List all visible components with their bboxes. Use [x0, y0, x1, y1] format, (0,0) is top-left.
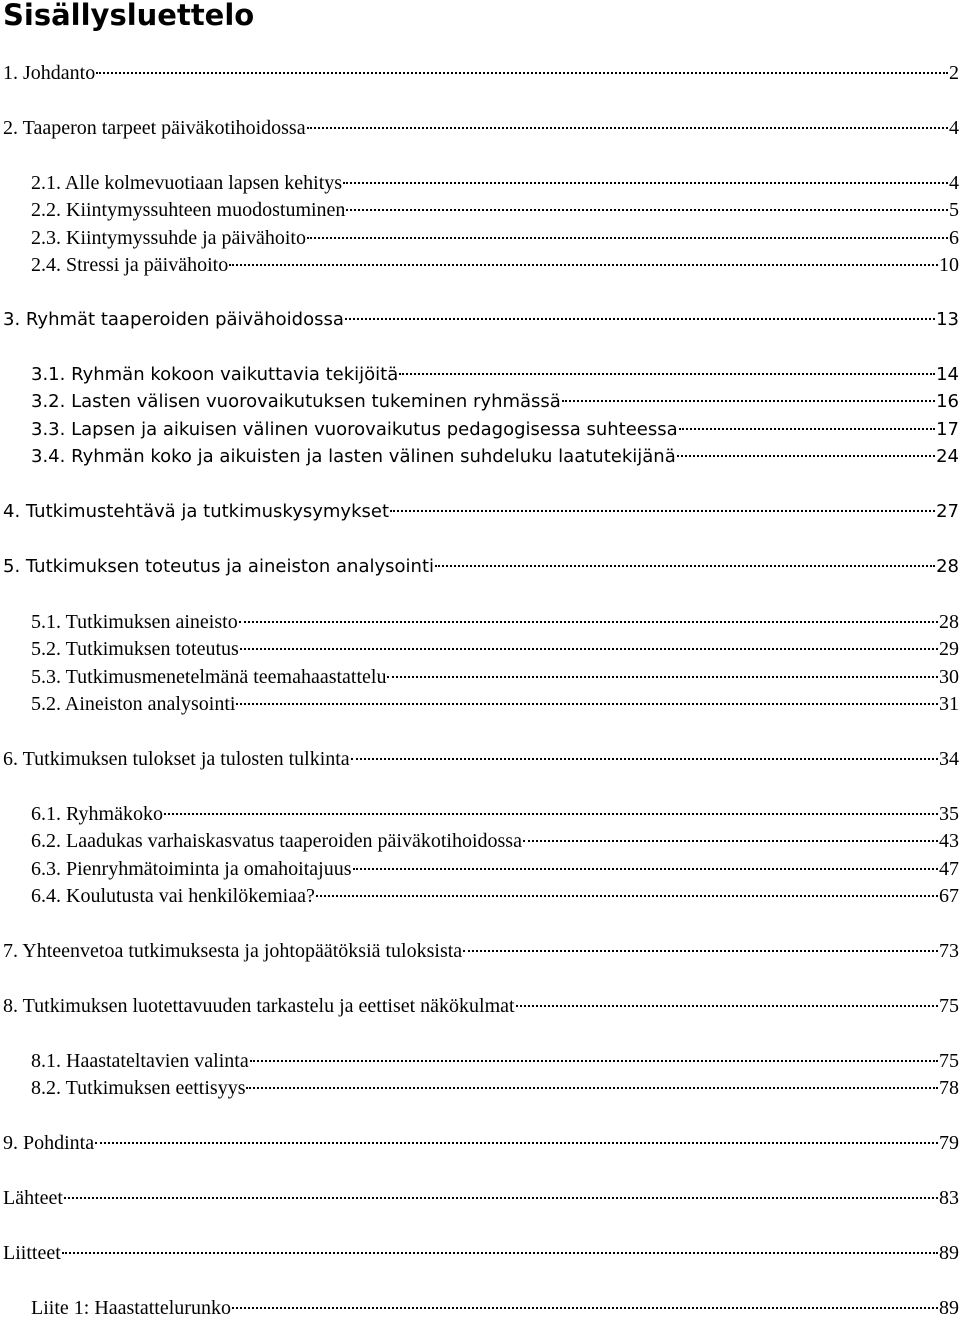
toc-leader-dots [343, 182, 948, 184]
toc-leader-dots [399, 373, 935, 375]
toc-entry-label: 6. Tutkimuksen tulokset ja tulosten tulkinta [3, 748, 350, 770]
toc-leader-dots [246, 1087, 938, 1089]
toc-entry[interactable] [3, 1131, 959, 1155]
toc-entry-page-number: 4 [949, 117, 959, 139]
toc-entry-page-number: 89 [939, 1242, 959, 1264]
toc-entry[interactable] [3, 747, 959, 771]
toc-entry-page-number: 4 [949, 172, 959, 194]
toc-leader-dots [232, 1307, 938, 1309]
toc-entry-label: 5.2. Aineiston analysointi [31, 693, 236, 715]
toc-entry-label: 3.1. Ryhmän kokoon vaikuttavia tekijöitä [31, 364, 399, 385]
toc-entry-label: 8.1. Haastateltavien valinta [31, 1050, 249, 1072]
toc-entry-page-number: 27 [936, 501, 959, 522]
toc-entry-page-number: 5 [949, 199, 959, 221]
toc-entry-label: 6.1. Ryhmäkoko [31, 803, 163, 825]
toc-entry-page-number: 13 [936, 309, 959, 330]
toc-leader-dots [390, 510, 935, 512]
toc-entry[interactable] [31, 418, 959, 442]
toc-entry-label: 6.3. Pienryhmätoiminta ja omahoitajuus [31, 858, 352, 880]
toc-leader-dots [679, 428, 935, 430]
toc-entry-label: 5.1. Tutkimuksen aineisto [31, 611, 238, 633]
toc-entry[interactable] [31, 829, 959, 853]
toc-leader-dots [387, 676, 938, 678]
toc-entry-label: 2. Taaperon tarpeet päiväkotihoidossa [3, 117, 306, 139]
toc-leader-dots [240, 648, 938, 650]
toc-entry[interactable] [3, 500, 959, 524]
toc-entry[interactable] [3, 1241, 959, 1265]
toc-entry-page-number: 28 [936, 556, 959, 577]
toc-entry[interactable] [31, 802, 959, 826]
toc-leader-dots [307, 127, 948, 129]
toc-entry[interactable] [31, 857, 959, 881]
toc-entry[interactable] [31, 665, 959, 689]
toc-entry-page-number: 16 [936, 391, 959, 412]
page-title: Sisällysluettelo [3, 0, 255, 32]
toc-leader-dots [435, 565, 935, 567]
toc-entry-page-number: 24 [936, 446, 959, 467]
toc-leader-dots [307, 237, 948, 239]
toc-entry[interactable] [31, 692, 959, 716]
toc-entry[interactable] [3, 994, 959, 1018]
toc-entry-label: 5. Tutkimuksen toteutus ja aineiston analysointi [3, 556, 434, 577]
toc-entry[interactable] [3, 939, 959, 963]
toc-entry[interactable] [31, 610, 959, 634]
toc-entry[interactable] [31, 253, 959, 277]
toc-leader-dots [516, 1005, 938, 1007]
toc-entry[interactable] [31, 1049, 959, 1073]
toc-entry[interactable] [3, 116, 959, 140]
toc-entry[interactable] [31, 1296, 959, 1320]
toc-entry-page-number: 31 [939, 693, 959, 715]
toc-entry[interactable] [31, 363, 959, 387]
toc-entry-page-number: 14 [936, 364, 959, 385]
toc-leader-dots [562, 400, 935, 402]
toc-leader-dots [239, 621, 938, 623]
toc-entry[interactable] [3, 61, 959, 85]
toc-entry-label: 6.2. Laadukas varhaiskasvatus taaperoiden päiväkotihoidossa [31, 830, 522, 852]
toc-entry-page-number: 43 [939, 830, 959, 852]
toc-entry-label: 3. Ryhmät taaperoiden päivähoidossa [3, 309, 344, 330]
toc-entry-page-number: 6 [949, 227, 959, 249]
toc-entry-label: 8. Tutkimuksen luotettavuuden tarkastelu ja eettiset näkökulmat [3, 995, 515, 1017]
toc-entry-page-number: 47 [939, 858, 959, 880]
toc-entry-label: Liite 1: Haastattelurunko [31, 1297, 231, 1319]
toc-entry-label: 9. Pohdinta [3, 1132, 95, 1154]
toc-entry-page-number: 10 [939, 254, 959, 276]
toc-entry-page-number: 29 [939, 638, 959, 660]
toc-leader-dots [351, 758, 938, 760]
toc-entry-label: 5.3. Tutkimusmenetelmänä teemahaastattelu [31, 666, 387, 688]
toc-entry[interactable] [31, 1076, 959, 1100]
toc-entry-page-number: 89 [939, 1297, 959, 1319]
toc-entry-label: 3.3. Lapsen ja aikuisen välinen vuorovaikutus pedagogisessa suhteessa [31, 419, 678, 440]
toc-leader-dots [96, 72, 948, 74]
toc-entry-page-number: 35 [939, 803, 959, 825]
toc-entry-label: 2.4. Stressi ja päivähoito [31, 254, 229, 276]
toc-entry-page-number: 83 [939, 1187, 959, 1209]
toc-entry-label: 2.1. Alle kolmevuotiaan lapsen kehitys [31, 172, 343, 194]
toc-entry[interactable] [31, 445, 959, 469]
toc-entry[interactable] [3, 1186, 959, 1210]
toc-entry-page-number: 75 [939, 995, 959, 1017]
toc-entry-page-number: 79 [939, 1132, 959, 1154]
toc-entry-label: 8.2. Tutkimuksen eettisyys [31, 1077, 246, 1099]
toc-leader-dots [236, 703, 938, 705]
toc-entry[interactable] [31, 390, 959, 414]
toc-entry[interactable] [3, 308, 959, 332]
toc-leader-dots [250, 1060, 938, 1062]
toc-leader-dots [523, 840, 938, 842]
toc-leader-dots [677, 455, 935, 457]
toc-entry-page-number: 17 [936, 419, 959, 440]
toc-entry[interactable] [31, 198, 959, 222]
toc-leader-dots [353, 868, 938, 870]
toc-entry[interactable] [31, 884, 959, 908]
toc-entry-label: 5.2. Tutkimuksen toteutus [31, 638, 239, 660]
toc-entry-page-number: 34 [939, 748, 959, 770]
toc-leader-dots [463, 950, 938, 952]
toc-leader-dots [95, 1142, 938, 1144]
toc-entry-page-number: 75 [939, 1050, 959, 1072]
toc-entry[interactable] [31, 171, 959, 195]
toc-leader-dots [64, 1197, 938, 1199]
toc-leader-dots [345, 318, 935, 320]
toc-leader-dots [316, 895, 938, 897]
toc-entry-page-number: 2 [949, 62, 959, 84]
toc-leader-dots [229, 264, 938, 266]
toc-entry-page-number: 30 [939, 666, 959, 688]
toc-entry-label: 3.2. Lasten välisen vuorovaikutuksen tukeminen ryhmässä [31, 391, 561, 412]
toc-entry-page-number: 73 [939, 940, 959, 962]
toc-entry-label: 4. Tutkimustehtävä ja tutkimuskysymykset [3, 501, 390, 522]
toc-entry-page-number: 78 [939, 1077, 959, 1099]
toc-entry-label: Lähteet [3, 1187, 63, 1209]
toc-entry-label: Liitteet [3, 1242, 61, 1264]
toc-entry-label: 2.3. Kiintymyssuhde ja päivähoito [31, 227, 306, 249]
toc-leader-dots [62, 1252, 938, 1254]
toc-entry-label: 7. Yhteenvetoa tutkimuksesta ja johtopäätöksiä tuloksista [3, 940, 463, 962]
toc-entry-label: 2.2. Kiintymyssuhteen muodostuminen [31, 199, 346, 221]
toc-leader-dots [346, 209, 948, 211]
toc-entry[interactable] [31, 637, 959, 661]
toc-entry-page-number: 28 [939, 611, 959, 633]
toc-entry-label: 1. Johdanto [3, 62, 96, 84]
toc-leader-dots [164, 813, 938, 815]
toc-entry[interactable] [31, 226, 959, 250]
toc-entry-page-number: 67 [939, 885, 959, 907]
toc-entry-label: 3.4. Ryhmän koko ja aikuisten ja lasten välinen suhdeluku laatutekijänä [31, 446, 676, 467]
toc-entry-label: 6.4. Koulutusta vai henkilökemiaa? [31, 885, 315, 907]
toc-entry[interactable] [3, 555, 959, 579]
